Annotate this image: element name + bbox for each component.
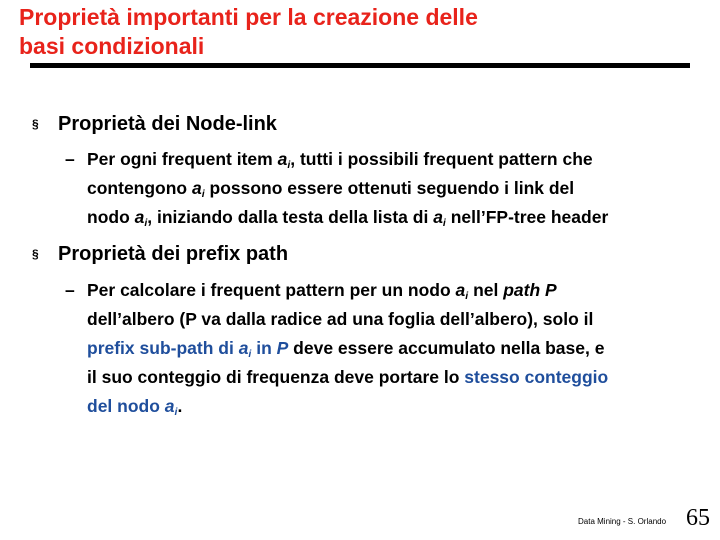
text-line: contengono $a_i$ possono essere ottenuti seguendo i link del [87, 178, 575, 200]
page-number: 65 [686, 505, 710, 531]
text-line: Per ogni frequent item $a_i$, tutti i possibili frequent pattern che [87, 149, 593, 171]
highlight-text: prefix sub-path di [87, 338, 239, 358]
text-line: del nodo $a_i$. [87, 396, 183, 418]
text-line: Per calcolare i frequent pattern per un nodo $a_i$ nel path P [87, 280, 557, 302]
bullet-heading: Proprietà dei prefix path [58, 243, 289, 265]
text-line: il suo conteggio di frequenza deve portare lo stesso conteggio [87, 367, 609, 387]
highlight-text: stesso conteggio [464, 367, 609, 387]
bullet-marker-icon: § [32, 117, 39, 131]
sub-item-text [87, 276, 608, 421]
dash-marker: – [65, 280, 75, 300]
title-underline-rule [30, 63, 690, 68]
title-line-1: Proprietà importanti per la creazione delle [19, 4, 478, 30]
bullet-heading: Proprietà dei Node-link [58, 113, 277, 135]
title-line-2: basi condizionali [19, 33, 205, 59]
highlight-text: del nodo [87, 396, 165, 416]
text-line: dell’albero (P va dalla radice ad una foglia dell’albero), solo il [87, 309, 594, 329]
text-line: prefix sub-path di $a_i$ in P deve essere accumulato nella base, e [87, 338, 605, 360]
footer-credit: Data Mining - S. Orlando [578, 517, 667, 526]
sub-item-text [87, 145, 608, 232]
text-line: nodo $a_i$, iniziando dalla testa della lista di $a_i$ nell’FP-tree header [87, 207, 609, 229]
bullet-marker-icon: § [32, 247, 39, 261]
dash-marker: – [65, 149, 75, 169]
slide-title [19, 3, 709, 61]
